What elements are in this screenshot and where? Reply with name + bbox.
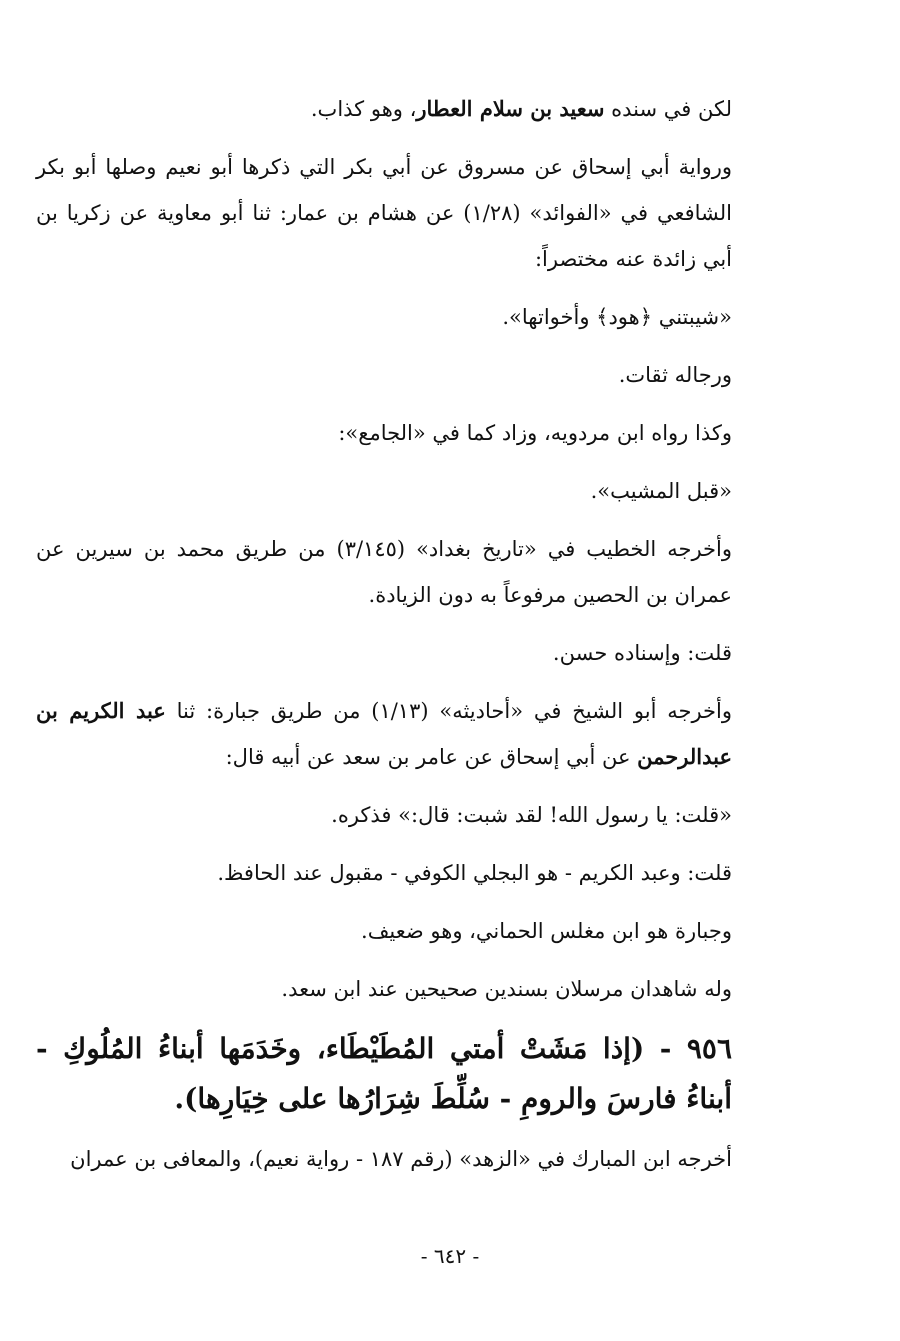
hadith-number: ٩٥٦ — [686, 1032, 732, 1065]
page-number: - ٦٤٢ - — [420, 1244, 480, 1268]
paragraph-last: أخرجه ابن المبارك في «الزهد» (رقم ١٨٧ - رواية نعيم)، والمعافى بن عمران — [70, 1147, 732, 1171]
narrator-name: سعيد بن سلام العطار — [416, 96, 605, 121]
paragraph-1: لكن في سنده سعيد بن سلام العطار، وهو كذاب. — [310, 96, 732, 121]
paragraph-7: وأخرجه الخطيب في «تاريخ بغداد» (٣/١٤٥) من طريق محمد بن سيرين عن عمران بن الحصين مرفوعاً به دون الزيادة. — [36, 537, 732, 607]
paragraph-10: «قلت: يا رسول الله! لقد شبت: قال:» فذكره. — [331, 803, 732, 827]
paragraph-13: وله شاهدان مرسلان بسندين صحيحين عند ابن سعد. — [281, 977, 732, 1001]
paragraph-6: «قبل المشيب». — [590, 479, 732, 503]
page-body — [36, 86, 788, 1194]
paragraph-4: ورجاله ثقات. — [618, 363, 732, 387]
paragraph-12: وجبارة هو ابن مغلس الحماني، وهو ضعيف. — [361, 919, 732, 943]
hadith-heading — [36, 1024, 788, 1124]
paragraph-3: «شيبتني ﴿هود﴾ وأخواتها». — [502, 305, 732, 329]
narrator-name: عبد الكريم بن عبدالرحمن — [36, 698, 732, 769]
paragraph-8: قلت: وإسناده حسن. — [552, 641, 732, 665]
paragraph-11: قلت: وعبد الكريم - هو البجلي الكوفي - مقبول عند الحافظ. — [217, 861, 732, 885]
paragraph-5: وكذا رواه ابن مردويه، وزاد كما في «الجامع»: — [338, 421, 732, 445]
paragraph-9: وأخرجه أبو الشيخ في «أحاديثه» (١/١٣) من طريق جبارة: ثنا عبد الكريم بن عبدالرحمن عن أبي إسحاق عن عامر بن سعد عن أبيه قال: — [36, 698, 732, 769]
paragraph-2: ورواية أبي إسحاق عن مسروق عن أبي بكر التي ذكرها أبو نعيم وصلها أبو بكر الشافعي في «الفوائد» (١/٢٨) عن هشام بن عمار: ثنا أبو معاوية عن زكريا بن أبي زائدة عنه مختصراً: — [36, 155, 733, 271]
hadith-text: - (إذا مَشَتْ أمتي المُطَيْطَاء، وخَدَمَها أبناءُ المُلُوكِ - أبناءُ فارسَ والرومِ - سُلِّطَ شِرَارُها على خِيَارِها). — [36, 1032, 732, 1115]
